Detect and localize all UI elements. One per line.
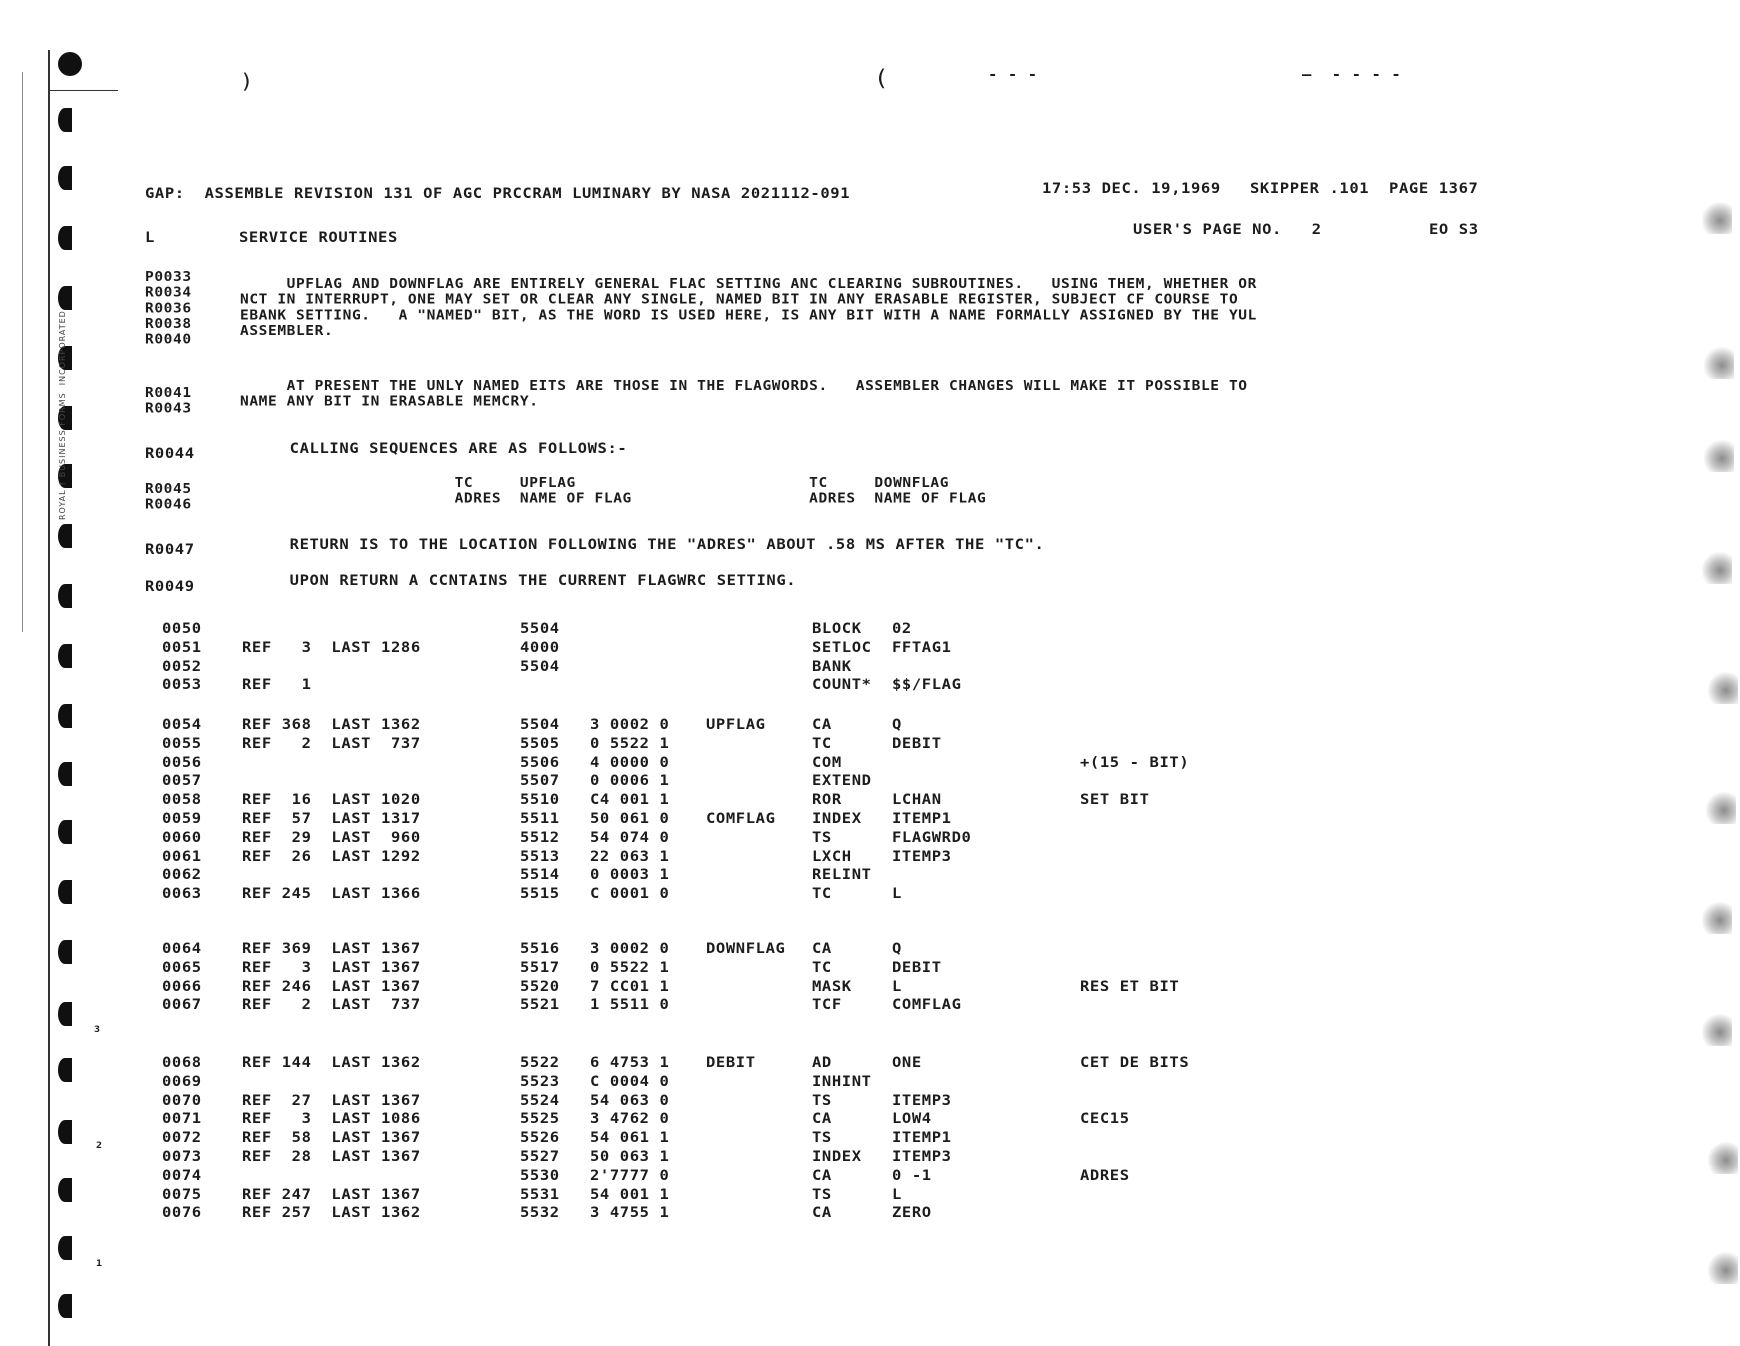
feed-hole — [58, 704, 72, 728]
feed-hole — [58, 108, 72, 132]
feed-hole — [58, 1120, 72, 1144]
line-number: 0071 — [162, 1110, 202, 1127]
comment-ids: R0047 — [145, 541, 195, 558]
opcode: TC — [812, 734, 832, 752]
opcode: INHINT — [812, 1072, 872, 1090]
address: 5515 — [520, 885, 560, 902]
feed-hole — [58, 226, 72, 250]
octal-word: C4 001 1 — [590, 791, 670, 808]
octal-word: 50 061 0 — [590, 810, 670, 827]
operand: ITEMP1 — [892, 1129, 952, 1146]
operand: $$/FLAG — [892, 676, 962, 693]
octal-word: 54 061 1 — [590, 1129, 670, 1146]
opcode: TS — [812, 1129, 832, 1146]
operand: LCHAN — [892, 791, 942, 808]
operand: L — [892, 885, 902, 902]
label: COMFLAG — [706, 810, 776, 827]
opcode: INDEX — [812, 1148, 862, 1165]
address: 5524 — [520, 1091, 560, 1109]
feed-hole — [58, 1294, 72, 1318]
opcode: CA — [812, 716, 832, 733]
print-timestamp: 17:53 DEC. 19,1969 — [1042, 180, 1221, 197]
opcode: CA — [812, 1166, 832, 1184]
opcode: CA — [812, 1204, 832, 1221]
line-number: 0057 — [162, 772, 202, 789]
opcode: TS — [812, 828, 832, 846]
octal-word: 3 0002 0 — [590, 940, 670, 957]
comment-text: UPON RETURN A CCNTAINS THE CURRENT FLAGWRC SETTING. — [240, 572, 797, 589]
eo-code: EO S3 — [1429, 221, 1479, 238]
address: 5505 — [520, 734, 560, 752]
comment-text: TC UPFLAG TC DOWNFLAG ADRES NAME OF FLAG ADRES NAME OF FLAG — [454, 476, 987, 507]
feed-hole — [58, 762, 72, 786]
operand: Q — [892, 940, 902, 957]
feed-hole — [58, 880, 72, 904]
address: 5525 — [520, 1110, 560, 1127]
right-edge-smudge — [1708, 1140, 1738, 1174]
octal-word: 22 063 1 — [590, 847, 670, 865]
address: 5504 — [520, 716, 560, 733]
margin-vendor-text: ROYAL † BUSINESS FORMS INCORPORATED — [58, 310, 67, 520]
address: 5514 — [520, 866, 560, 883]
comment-text: CALLING SEQUENCES ARE AS FOLLOWS:- — [240, 440, 628, 457]
octal-word: 54 001 1 — [590, 1185, 670, 1203]
address: 5530 — [520, 1166, 560, 1184]
comment-ids: R0049 — [145, 578, 195, 595]
opcode: ROR — [812, 791, 842, 808]
opcode: CA — [812, 940, 832, 957]
octal-word: 50 063 1 — [590, 1148, 670, 1165]
right-edge-smudge — [1704, 345, 1734, 379]
right-edge-smudge — [1708, 670, 1738, 704]
operand: DEBIT — [892, 734, 942, 752]
right-edge-smudge — [1702, 1012, 1732, 1046]
ref-info: REF 247 LAST 1367 — [242, 1185, 421, 1203]
operand: COMFLAG — [892, 996, 962, 1013]
operand: Q — [892, 716, 902, 733]
feed-hole — [58, 52, 82, 76]
line-number: 0061 — [162, 847, 202, 865]
line-number: 0075 — [162, 1185, 202, 1203]
page-number: SKIPPER .101 PAGE 1367 — [1250, 180, 1479, 197]
operand: DEBIT — [892, 958, 942, 976]
opcode: TS — [812, 1185, 832, 1203]
right-edge-smudge — [1708, 1250, 1738, 1284]
comment-ids: R0044 — [145, 445, 195, 462]
line-number: 0072 — [162, 1129, 202, 1146]
address: 5504 — [520, 657, 560, 675]
margin-rule — [22, 72, 23, 632]
operand: ITEMP3 — [892, 847, 952, 865]
ref-info: REF 58 LAST 1367 — [242, 1129, 421, 1146]
ref-info: REF 27 LAST 1367 — [242, 1091, 421, 1109]
octal-word: 6 4753 1 — [590, 1054, 670, 1071]
octal-word: C 0001 0 — [590, 885, 670, 902]
octal-word: 3 4762 0 — [590, 1110, 670, 1127]
opcode: MASK — [812, 977, 852, 995]
margin-number: 3 — [94, 1024, 101, 1035]
line-number: 0052 — [162, 657, 202, 675]
octal-word: 3 4755 1 — [590, 1204, 670, 1221]
operand: ONE — [892, 1054, 922, 1071]
stray-dashes: — - - - - — [1302, 66, 1402, 83]
address: 5507 — [520, 772, 560, 789]
operand: 0 -1 — [892, 1166, 932, 1184]
address: 5513 — [520, 847, 560, 865]
address: 5512 — [520, 828, 560, 846]
address: 5531 — [520, 1185, 560, 1203]
program-title: GAP: ASSEMBLE REVISION 131 OF AGC PRCCRAM LUMINARY BY NASA 2021112-091 — [145, 185, 851, 202]
line-number: 0076 — [162, 1204, 202, 1221]
comment-ids: R0045 R0046 — [145, 482, 192, 513]
octal-word: C 0004 0 — [590, 1072, 670, 1090]
octal-word: 4 0000 0 — [590, 753, 670, 771]
opcode: RELINT — [812, 866, 872, 883]
operand: ITEMP3 — [892, 1091, 952, 1109]
opcode: BLOCK — [812, 620, 862, 637]
ref-info: REF 246 LAST 1367 — [242, 977, 421, 995]
feed-hole — [58, 644, 72, 668]
octal-word: 0 5522 1 — [590, 958, 670, 976]
stray-bracket: ) — [240, 70, 254, 94]
comment-ids: R0041 R0043 — [145, 386, 192, 417]
listing-comment: CET DE BITS — [1080, 1054, 1190, 1071]
line-number: 0062 — [162, 866, 202, 883]
ref-info: REF 245 LAST 1366 — [242, 885, 421, 902]
line-number: 0064 — [162, 940, 202, 957]
listing-comment: SET BIT — [1080, 791, 1150, 808]
feed-hole — [58, 1002, 72, 1026]
ref-info: REF 3 LAST 1286 — [242, 638, 421, 656]
listing-comment: CEC15 — [1080, 1110, 1130, 1127]
section-title: SERVICE ROUTINES — [239, 229, 398, 246]
address: 5517 — [520, 958, 560, 976]
ref-info: REF 257 LAST 1362 — [242, 1204, 421, 1221]
margin-number: 2 — [96, 1140, 103, 1151]
opcode: SETLOC — [812, 638, 872, 656]
line-number: 0056 — [162, 753, 202, 771]
address: 5532 — [520, 1204, 560, 1221]
octal-word: 1 5511 0 — [590, 996, 670, 1013]
line-number: 0058 — [162, 791, 202, 808]
ref-info: REF 16 LAST 1020 — [242, 791, 421, 808]
margin-number: 1 — [96, 1258, 103, 1269]
ref-info: REF 144 LAST 1362 — [242, 1054, 421, 1071]
line-number: 0051 — [162, 638, 202, 656]
address: 5522 — [520, 1054, 560, 1071]
comment-text: UPFLAG AND DOWNFLAG ARE ENTIRELY GENERAL FLAC SETTING ANC CLEARING SUBROUTINES. USING THEM, WHETHER OR NCT IN INTERRUPT, ONE MAY SET OR CLEAR ANY SINGLE, NAMED BIT IN ANY ERASABLE REGISTER, SUBJECT CF COURSE TO EBANK SETTING. A "NAMED" BIT, AS THE WORD IS USED HERE, IS ANY BIT WITH A NAME FORMALLY ASSIGNED BY THE YUL ASSEMBLER. — [240, 277, 1257, 339]
line-number: 0050 — [162, 620, 202, 637]
label: UPFLAG — [706, 716, 766, 733]
opcode: INDEX — [812, 810, 862, 827]
feed-hole — [58, 286, 72, 310]
octal-word: 2'7777 0 — [590, 1166, 670, 1184]
address: 5511 — [520, 810, 560, 827]
octal-word: 3 0002 0 — [590, 716, 670, 733]
feed-hole — [58, 940, 72, 964]
address: 5504 — [520, 620, 560, 637]
feed-hole — [58, 1236, 72, 1260]
opcode: COM — [812, 753, 842, 771]
address: 5510 — [520, 791, 560, 808]
opcode: CA — [812, 1110, 832, 1127]
label: DOWNFLAG — [706, 940, 786, 957]
users-page-number: USER'S PAGE NO. 2 — [1133, 221, 1322, 238]
label: DEBIT — [706, 1054, 756, 1071]
comment-text: RETURN IS TO THE LOCATION FOLLOWING THE "ADRES" ABOUT .58 MS AFTER THE "TC". — [240, 536, 1045, 553]
address: 5526 — [520, 1129, 560, 1146]
operand: 02 — [892, 620, 912, 637]
feed-hole — [58, 524, 72, 548]
comment-ids: P0033 R0034 R0036 R0038 R0040 — [145, 270, 192, 348]
stray-bracket: ( — [874, 65, 890, 92]
right-edge-smudge — [1702, 550, 1732, 584]
ref-info: REF 28 LAST 1367 — [242, 1148, 421, 1165]
operand: ITEMP3 — [892, 1148, 952, 1165]
line-number: 0054 — [162, 716, 202, 733]
octal-word: 0 0003 1 — [590, 866, 670, 883]
address: 5520 — [520, 977, 560, 995]
right-edge-smudge — [1704, 438, 1734, 472]
operand: ZERO — [892, 1204, 932, 1221]
feed-hole — [58, 1058, 72, 1082]
ref-info: REF 2 LAST 737 — [242, 734, 421, 752]
feed-hole — [58, 166, 72, 190]
line-number: 0065 — [162, 958, 202, 976]
opcode: TC — [812, 958, 832, 976]
page-edge-line — [48, 50, 50, 1346]
listing-comment: ADRES — [1080, 1166, 1130, 1184]
operand: L — [892, 977, 902, 995]
feed-hole — [58, 820, 72, 844]
line-number: 0060 — [162, 828, 202, 846]
right-edge-smudge — [1702, 900, 1732, 934]
ref-info: REF 2 LAST 737 — [242, 996, 421, 1013]
right-edge-smudge — [1702, 200, 1732, 234]
address: 5521 — [520, 996, 560, 1013]
ref-info: REF 29 LAST 960 — [242, 828, 421, 846]
opcode: COUNT* — [812, 676, 872, 693]
line-number: 0070 — [162, 1091, 202, 1109]
opcode: AD — [812, 1054, 832, 1071]
ref-info: REF 3 LAST 1367 — [242, 958, 421, 976]
address: 5527 — [520, 1148, 560, 1165]
tractor-feed-holes — [58, 40, 88, 1340]
opcode: LXCH — [812, 847, 852, 865]
operand: ITEMP1 — [892, 810, 952, 827]
ref-info: REF 26 LAST 1292 — [242, 847, 421, 865]
ref-info: REF 1 — [242, 676, 312, 693]
octal-word: 0 0006 1 — [590, 772, 670, 789]
ref-info: REF 57 LAST 1317 — [242, 810, 421, 827]
line-number: 0055 — [162, 734, 202, 752]
ref-info: REF 3 LAST 1086 — [242, 1110, 421, 1127]
operand: FLAGWRD0 — [892, 828, 972, 846]
line-number: 0063 — [162, 885, 202, 902]
comment-text: AT PRESENT THE UNLY NAMED EITS ARE THOSE IN THE FLAGWORDS. ASSEMBLER CHANGES WILL MAKE IT POSSIBLE TO NAME ANY BIT IN ERASABLE MEMCRY. — [240, 379, 1248, 410]
address: 5523 — [520, 1072, 560, 1090]
listing-comment: +(15 - BIT) — [1080, 753, 1190, 771]
line-number: 0073 — [162, 1148, 202, 1165]
octal-word: 54 063 0 — [590, 1091, 670, 1109]
opcode: BANK — [812, 657, 852, 675]
opcode: TS — [812, 1091, 832, 1109]
opcode: EXTEND — [812, 772, 872, 789]
octal-word: 54 074 0 — [590, 828, 670, 846]
line-number: 0066 — [162, 977, 202, 995]
address: 5506 — [520, 753, 560, 771]
line-number: 0059 — [162, 810, 202, 827]
feed-hole — [58, 584, 72, 608]
line-number: 0068 — [162, 1054, 202, 1071]
stray-dashes: - - - — [988, 66, 1038, 83]
opcode: TC — [812, 885, 832, 902]
ref-info: REF 369 LAST 1367 — [242, 940, 421, 957]
operand: LOW4 — [892, 1110, 932, 1127]
octal-word: 0 5522 1 — [590, 734, 670, 752]
ref-info: REF 368 LAST 1362 — [242, 716, 421, 733]
line-number: 0067 — [162, 996, 202, 1013]
address: 4000 — [520, 638, 560, 656]
operand: FFTAG1 — [892, 638, 952, 656]
section-code: L — [145, 229, 155, 246]
octal-word: 7 CC01 1 — [590, 977, 670, 995]
right-edge-smudge — [1706, 790, 1736, 824]
address: 5516 — [520, 940, 560, 957]
opcode: TCF — [812, 996, 842, 1013]
line-number: 0074 — [162, 1166, 202, 1184]
feed-hole — [58, 1178, 72, 1202]
listing-comment: RES ET BIT — [1080, 977, 1180, 995]
operand: L — [892, 1185, 902, 1203]
line-number: 0053 — [162, 676, 202, 693]
line-number: 0069 — [162, 1072, 202, 1090]
